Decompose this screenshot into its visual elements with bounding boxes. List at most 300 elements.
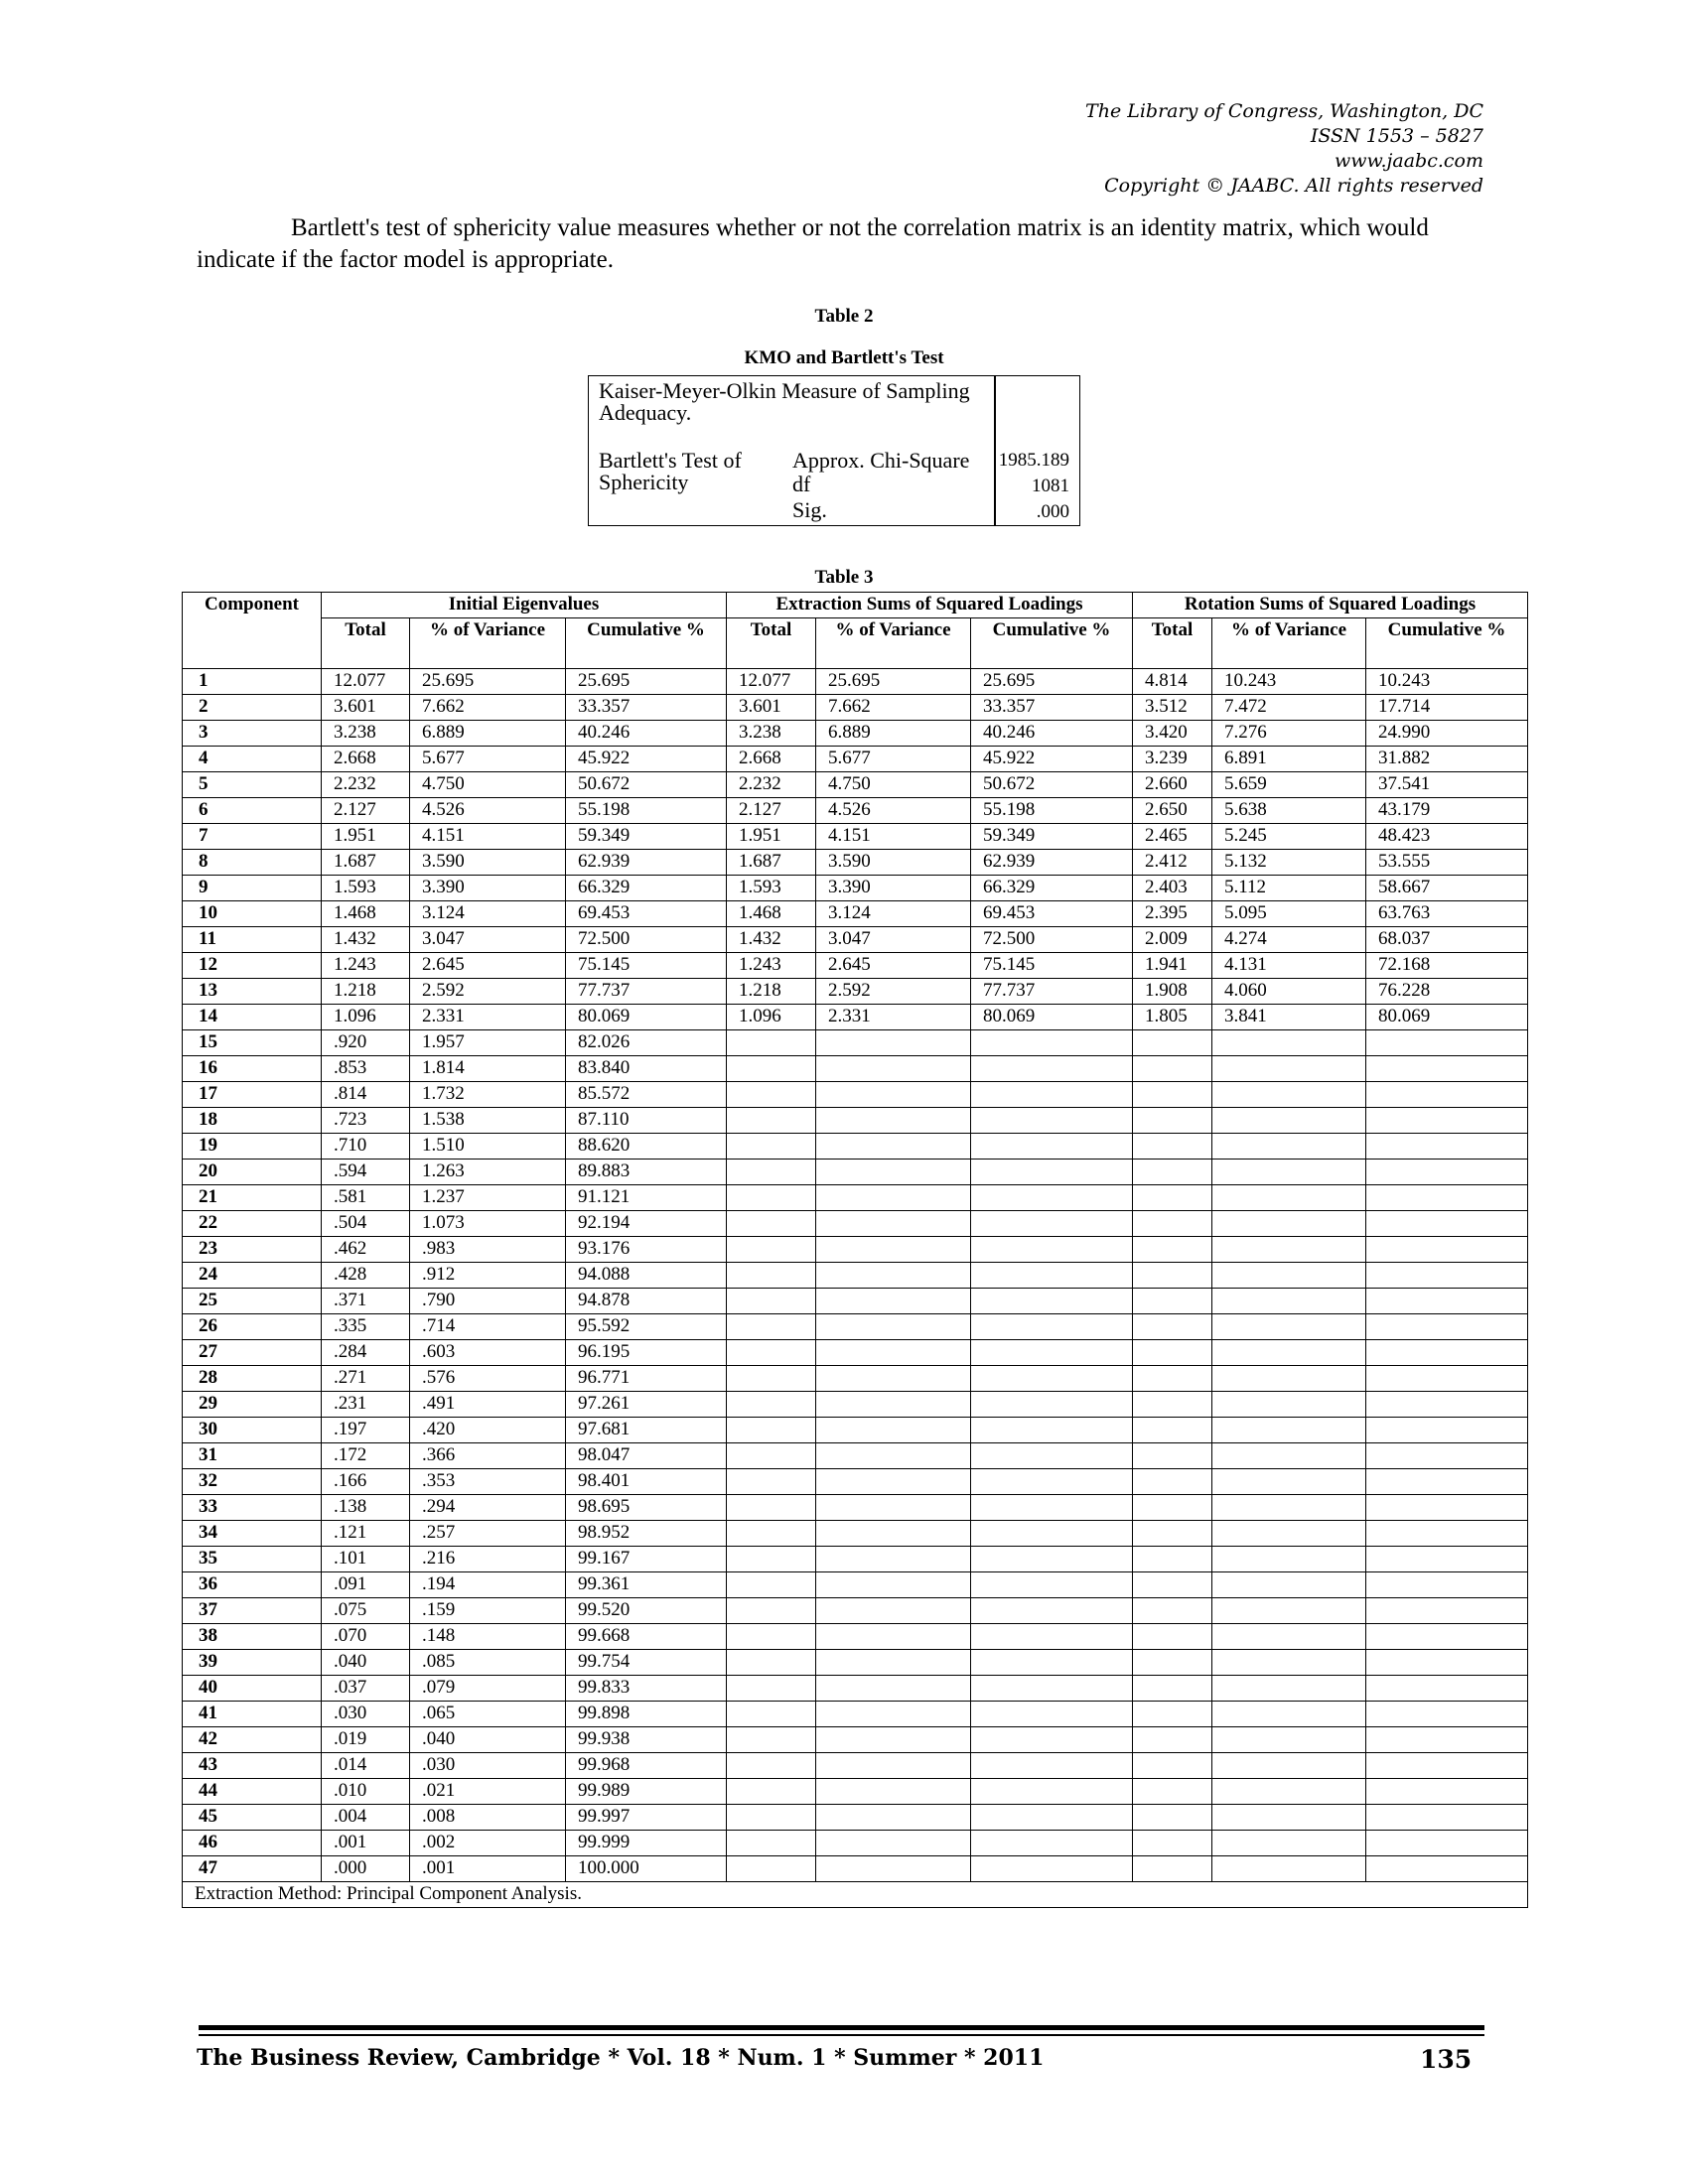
table-cell bbox=[727, 1185, 816, 1211]
table-row bbox=[183, 1805, 1528, 1831]
table-cell: 2.645 bbox=[410, 953, 566, 979]
table-cell bbox=[1133, 1572, 1212, 1598]
table-cell bbox=[816, 1521, 971, 1547]
table-cell: .462 bbox=[322, 1237, 410, 1263]
table-cell: 59.349 bbox=[971, 824, 1133, 850]
sig-label: Sig. bbox=[792, 499, 827, 522]
table-cell bbox=[1133, 1598, 1212, 1624]
table-cell: 3.590 bbox=[816, 850, 971, 876]
table-cell bbox=[727, 1030, 816, 1056]
component-cell: 25 bbox=[183, 1289, 322, 1314]
table-cell: 1.687 bbox=[322, 850, 410, 876]
table-cell: .231 bbox=[322, 1392, 410, 1418]
component-cell: 29 bbox=[183, 1392, 322, 1418]
cumulative-header: Cumulative % bbox=[566, 618, 727, 669]
chi-square-label: Approx. Chi-Square bbox=[792, 448, 970, 473]
table-cell bbox=[1133, 1289, 1212, 1314]
table-cell bbox=[1212, 1185, 1366, 1211]
table-cell bbox=[1212, 1134, 1366, 1160]
table-cell: 80.069 bbox=[1366, 1005, 1528, 1030]
component-cell: 37 bbox=[183, 1598, 322, 1624]
table-cell bbox=[1133, 1805, 1212, 1831]
table-cell: 58.667 bbox=[1366, 876, 1528, 901]
component-cell: 44 bbox=[183, 1779, 322, 1805]
table-cell bbox=[816, 1469, 971, 1495]
table-cell bbox=[1133, 1366, 1212, 1392]
table-footnote: Extraction Method: Principal Component Analysis. bbox=[183, 1882, 1528, 1908]
table-cell bbox=[1366, 1366, 1528, 1392]
table-cell bbox=[971, 1185, 1133, 1211]
sig-value: .000 bbox=[1036, 501, 1069, 522]
component-cell: 27 bbox=[183, 1340, 322, 1366]
component-cell: 32 bbox=[183, 1469, 322, 1495]
table-cell: 17.714 bbox=[1366, 695, 1528, 721]
table-cell: 33.357 bbox=[971, 695, 1133, 721]
table-cell bbox=[1133, 1056, 1212, 1082]
table-cell: 4.274 bbox=[1212, 927, 1366, 953]
table-cell: 10.243 bbox=[1366, 669, 1528, 695]
header-line-3: www.jaabc.com bbox=[1334, 150, 1483, 172]
table-cell bbox=[727, 1418, 816, 1443]
table-cell: .576 bbox=[410, 1366, 566, 1392]
table-cell: 1.805 bbox=[1133, 1005, 1212, 1030]
table-row bbox=[183, 1779, 1528, 1805]
table-cell bbox=[971, 1263, 1133, 1289]
table-cell bbox=[727, 1624, 816, 1650]
table-cell bbox=[816, 1727, 971, 1753]
table-cell: 3.238 bbox=[727, 721, 816, 747]
table-cell: 82.026 bbox=[566, 1030, 727, 1056]
table-cell: 1.593 bbox=[322, 876, 410, 901]
table-cell: 99.833 bbox=[566, 1676, 727, 1702]
table-cell: 1.096 bbox=[322, 1005, 410, 1030]
table-cell: 75.145 bbox=[971, 953, 1133, 979]
table-cell bbox=[816, 1753, 971, 1779]
table-cell bbox=[1133, 1108, 1212, 1134]
table-row bbox=[183, 747, 1528, 772]
table-cell bbox=[1366, 1702, 1528, 1727]
component-cell: 35 bbox=[183, 1547, 322, 1572]
table-cell: 96.195 bbox=[566, 1340, 727, 1366]
table-cell: 1.957 bbox=[410, 1030, 566, 1056]
table-cell: 98.695 bbox=[566, 1495, 727, 1521]
table-cell bbox=[727, 1676, 816, 1702]
table-cell: .920 bbox=[322, 1030, 410, 1056]
table-cell bbox=[727, 1160, 816, 1185]
table-cell bbox=[816, 1495, 971, 1521]
table-cell: 43.179 bbox=[1366, 798, 1528, 824]
component-cell: 19 bbox=[183, 1134, 322, 1160]
table-cell: .271 bbox=[322, 1366, 410, 1392]
table-cell: .581 bbox=[322, 1185, 410, 1211]
table-cell bbox=[816, 1185, 971, 1211]
table-cell bbox=[727, 1469, 816, 1495]
table-cell: 98.401 bbox=[566, 1469, 727, 1495]
table-cell: 76.228 bbox=[1366, 979, 1528, 1005]
table-cell bbox=[816, 1082, 971, 1108]
table-cell bbox=[816, 1314, 971, 1340]
table-cell bbox=[816, 1289, 971, 1314]
table-cell: 3.047 bbox=[816, 927, 971, 953]
df-label: df bbox=[792, 472, 811, 496]
table-cell: 7.662 bbox=[816, 695, 971, 721]
table-cell bbox=[1366, 1443, 1528, 1469]
table-cell: 99.167 bbox=[566, 1547, 727, 1572]
component-cell: 36 bbox=[183, 1572, 322, 1598]
table-cell: 5.659 bbox=[1212, 772, 1366, 798]
table-cell bbox=[727, 1831, 816, 1856]
header-line-4: Copyright © JAABC. All rights reserved bbox=[1104, 175, 1483, 197]
table-cell: 2.395 bbox=[1133, 901, 1212, 927]
table-cell bbox=[971, 1727, 1133, 1753]
table-cell: 6.889 bbox=[816, 721, 971, 747]
table-row bbox=[183, 1676, 1528, 1702]
table-cell bbox=[1366, 1418, 1528, 1443]
table-cell bbox=[1366, 1495, 1528, 1521]
table-cell: 12.077 bbox=[727, 669, 816, 695]
table-cell bbox=[727, 1598, 816, 1624]
component-cell: 18 bbox=[183, 1108, 322, 1134]
table-cell: 2.331 bbox=[410, 1005, 566, 1030]
bartlett-label: Bartlett's Test of Sphericity bbox=[599, 448, 742, 494]
table-cell: 5.095 bbox=[1212, 901, 1366, 927]
table-cell: 69.453 bbox=[566, 901, 727, 927]
table-cell: .594 bbox=[322, 1160, 410, 1185]
table-cell: 1.263 bbox=[410, 1160, 566, 1185]
extraction-header: Extraction Sums of Squared Loadings bbox=[727, 593, 1133, 618]
table-cell: .166 bbox=[322, 1469, 410, 1495]
table-cell: .075 bbox=[322, 1598, 410, 1624]
table-cell bbox=[971, 1572, 1133, 1598]
table-row bbox=[183, 1727, 1528, 1753]
table-cell bbox=[1366, 1676, 1528, 1702]
table-cell bbox=[971, 1134, 1133, 1160]
table-row bbox=[183, 1108, 1528, 1134]
table-cell bbox=[727, 1211, 816, 1237]
table-cell bbox=[971, 1160, 1133, 1185]
table-cell bbox=[816, 1108, 971, 1134]
table-cell: 4.526 bbox=[410, 798, 566, 824]
table-cell: 5.677 bbox=[410, 747, 566, 772]
table-cell bbox=[971, 1030, 1133, 1056]
component-cell: 7 bbox=[183, 824, 322, 850]
table-cell bbox=[727, 1340, 816, 1366]
pct-variance-header: % of Variance bbox=[410, 618, 566, 669]
total-variance-table bbox=[182, 592, 1528, 1908]
table-cell: 85.572 bbox=[566, 1082, 727, 1108]
table-cell: 94.088 bbox=[566, 1263, 727, 1289]
component-cell: 13 bbox=[183, 979, 322, 1005]
table-cell bbox=[1212, 1160, 1366, 1185]
component-cell: 46 bbox=[183, 1831, 322, 1856]
table-cell: 99.997 bbox=[566, 1805, 727, 1831]
table-cell bbox=[1366, 1392, 1528, 1418]
table-cell: 95.592 bbox=[566, 1314, 727, 1340]
table-cell bbox=[1133, 1443, 1212, 1469]
table-cell bbox=[1133, 1134, 1212, 1160]
table-cell: 7.472 bbox=[1212, 695, 1366, 721]
total-header: Total bbox=[1133, 618, 1212, 669]
table2-title: KMO and Bartlett's Test bbox=[744, 347, 944, 368]
table-cell bbox=[1366, 1469, 1528, 1495]
table-cell: 2.127 bbox=[322, 798, 410, 824]
table-cell bbox=[971, 1547, 1133, 1572]
table-cell bbox=[1133, 1779, 1212, 1805]
table-cell bbox=[1366, 1314, 1528, 1340]
table-cell: 99.754 bbox=[566, 1650, 727, 1676]
table-cell bbox=[1133, 1392, 1212, 1418]
table-cell bbox=[1133, 1340, 1212, 1366]
table-cell: .148 bbox=[410, 1624, 566, 1650]
component-cell: 9 bbox=[183, 876, 322, 901]
table-cell bbox=[816, 1366, 971, 1392]
table-cell: 1.073 bbox=[410, 1211, 566, 1237]
table-cell: 2.592 bbox=[410, 979, 566, 1005]
component-cell: 4 bbox=[183, 747, 322, 772]
table-cell bbox=[816, 1211, 971, 1237]
total-header: Total bbox=[727, 618, 816, 669]
footer-journal: The Business Review, Cambridge * Vol. 18 * Num. 1 * Summer * 2011 bbox=[197, 2045, 1045, 2071]
table-cell: .172 bbox=[322, 1443, 410, 1469]
table-cell: 3.124 bbox=[816, 901, 971, 927]
kmo-bartlett-table bbox=[588, 375, 1080, 526]
table-cell: 72.500 bbox=[566, 927, 727, 953]
table-cell: 2.232 bbox=[727, 772, 816, 798]
table-cell bbox=[1212, 1443, 1366, 1469]
table-cell bbox=[1366, 1547, 1528, 1572]
component-header: Component bbox=[183, 593, 322, 669]
table-cell bbox=[1212, 1856, 1366, 1882]
table-cell: 66.329 bbox=[971, 876, 1133, 901]
table-cell bbox=[816, 1572, 971, 1598]
table-row bbox=[183, 1185, 1528, 1211]
table-cell: 40.246 bbox=[971, 721, 1133, 747]
table-row bbox=[183, 1598, 1528, 1624]
table-cell: .197 bbox=[322, 1418, 410, 1443]
table-cell bbox=[816, 1237, 971, 1263]
component-cell: 15 bbox=[183, 1030, 322, 1056]
table-cell: 1.243 bbox=[322, 953, 410, 979]
table-row bbox=[183, 979, 1528, 1005]
table-cell bbox=[971, 1624, 1133, 1650]
table-cell bbox=[727, 1856, 816, 1882]
table-row bbox=[183, 876, 1528, 901]
table-cell: 1.432 bbox=[322, 927, 410, 953]
table-cell: 1.593 bbox=[727, 876, 816, 901]
table-cell: .603 bbox=[410, 1340, 566, 1366]
table-cell bbox=[1366, 1056, 1528, 1082]
table-cell: 45.922 bbox=[566, 747, 727, 772]
table-cell bbox=[1133, 1263, 1212, 1289]
table-cell: 5.112 bbox=[1212, 876, 1366, 901]
table-cell bbox=[1212, 1392, 1366, 1418]
component-cell: 38 bbox=[183, 1624, 322, 1650]
footer-rule-thick bbox=[199, 2025, 1484, 2030]
component-cell: 2 bbox=[183, 695, 322, 721]
header-line-2: ISSN 1553 – 5827 bbox=[1310, 125, 1483, 147]
table-row bbox=[183, 1237, 1528, 1263]
table-cell: 48.423 bbox=[1366, 824, 1528, 850]
table-cell: 2.592 bbox=[816, 979, 971, 1005]
component-cell: 33 bbox=[183, 1495, 322, 1521]
component-cell: 23 bbox=[183, 1237, 322, 1263]
table-row bbox=[183, 1005, 1528, 1030]
table-cell: .194 bbox=[410, 1572, 566, 1598]
table-row bbox=[183, 1547, 1528, 1572]
table-cell bbox=[1133, 1030, 1212, 1056]
table-cell bbox=[816, 1856, 971, 1882]
table-cell: .428 bbox=[322, 1263, 410, 1289]
table-cell bbox=[1212, 1056, 1366, 1082]
table-cell: .138 bbox=[322, 1495, 410, 1521]
table-cell bbox=[1366, 1211, 1528, 1237]
table-cell bbox=[1133, 1237, 1212, 1263]
table-cell bbox=[1133, 1495, 1212, 1521]
table-cell bbox=[816, 1418, 971, 1443]
table-cell bbox=[727, 1779, 816, 1805]
table-cell bbox=[816, 1340, 971, 1366]
table-cell: .085 bbox=[410, 1650, 566, 1676]
table-cell: .030 bbox=[410, 1753, 566, 1779]
table-cell: 1.237 bbox=[410, 1185, 566, 1211]
table-cell: 12.077 bbox=[322, 669, 410, 695]
table-cell: 87.110 bbox=[566, 1108, 727, 1134]
table-cell: 3.390 bbox=[816, 876, 971, 901]
table-cell: 2.009 bbox=[1133, 927, 1212, 953]
table-cell: 2.668 bbox=[727, 747, 816, 772]
table-cell bbox=[1133, 1160, 1212, 1185]
table-row bbox=[183, 1366, 1528, 1392]
table-cell bbox=[1212, 1727, 1366, 1753]
table-cell: .420 bbox=[410, 1418, 566, 1443]
component-cell: 24 bbox=[183, 1263, 322, 1289]
table2-caption: Table 2 bbox=[814, 306, 874, 327]
table-cell bbox=[1366, 1805, 1528, 1831]
table-row bbox=[183, 1289, 1528, 1314]
table-cell: .814 bbox=[322, 1082, 410, 1108]
table-cell: 1.908 bbox=[1133, 979, 1212, 1005]
table-cell bbox=[1366, 1624, 1528, 1650]
table-cell: 45.922 bbox=[971, 747, 1133, 772]
table-cell: 89.883 bbox=[566, 1160, 727, 1185]
table-cell bbox=[727, 1237, 816, 1263]
table-cell bbox=[1133, 1547, 1212, 1572]
table-cell: .001 bbox=[322, 1831, 410, 1856]
table-cell: 68.037 bbox=[1366, 927, 1528, 953]
table-cell: 3.124 bbox=[410, 901, 566, 927]
table-cell: .983 bbox=[410, 1237, 566, 1263]
table-cell: 99.520 bbox=[566, 1598, 727, 1624]
table-cell bbox=[971, 1314, 1133, 1340]
table-cell: 1.243 bbox=[727, 953, 816, 979]
table-row bbox=[183, 721, 1528, 747]
table-cell bbox=[1133, 1831, 1212, 1856]
table-cell: 80.069 bbox=[971, 1005, 1133, 1030]
table-cell bbox=[727, 1134, 816, 1160]
table-cell bbox=[1366, 1237, 1528, 1263]
table-cell: 50.672 bbox=[971, 772, 1133, 798]
table-cell: 2.645 bbox=[816, 953, 971, 979]
table-cell: 2.403 bbox=[1133, 876, 1212, 901]
table-cell: 5.638 bbox=[1212, 798, 1366, 824]
table-cell: 1.432 bbox=[727, 927, 816, 953]
table-cell: 25.695 bbox=[410, 669, 566, 695]
table-cell bbox=[727, 1753, 816, 1779]
table-cell bbox=[1212, 1831, 1366, 1856]
table-cell: .714 bbox=[410, 1314, 566, 1340]
table-cell: 77.737 bbox=[971, 979, 1133, 1005]
table-cell: 33.357 bbox=[566, 695, 727, 721]
table-cell: 31.882 bbox=[1366, 747, 1528, 772]
table-cell bbox=[1133, 1624, 1212, 1650]
table-cell: 7.276 bbox=[1212, 721, 1366, 747]
table-cell bbox=[816, 1650, 971, 1676]
table-cell: 2.331 bbox=[816, 1005, 971, 1030]
table-cell: 55.198 bbox=[566, 798, 727, 824]
table-cell: 62.939 bbox=[971, 850, 1133, 876]
table-cell: .021 bbox=[410, 1779, 566, 1805]
table-cell: .091 bbox=[322, 1572, 410, 1598]
table-cell: .079 bbox=[410, 1676, 566, 1702]
table-cell: .004 bbox=[322, 1805, 410, 1831]
table-row bbox=[183, 1030, 1528, 1056]
table-cell bbox=[1133, 1521, 1212, 1547]
component-cell: 20 bbox=[183, 1160, 322, 1185]
table-cell: 4.131 bbox=[1212, 953, 1366, 979]
table-cell: 1.218 bbox=[727, 979, 816, 1005]
table-cell: 1.732 bbox=[410, 1082, 566, 1108]
table-cell bbox=[971, 1702, 1133, 1727]
table-cell: .010 bbox=[322, 1779, 410, 1805]
table-cell bbox=[727, 1805, 816, 1831]
table-cell: 1.468 bbox=[727, 901, 816, 927]
table-cell: 2.660 bbox=[1133, 772, 1212, 798]
table-cell: 69.453 bbox=[971, 901, 1133, 927]
table-cell bbox=[971, 1056, 1133, 1082]
table-cell bbox=[816, 1598, 971, 1624]
table-cell: 4.151 bbox=[816, 824, 971, 850]
table-cell: 3.047 bbox=[410, 927, 566, 953]
table-cell: 100.000 bbox=[566, 1856, 727, 1882]
table-row bbox=[183, 1521, 1528, 1547]
table-cell bbox=[1212, 1547, 1366, 1572]
table-cell bbox=[971, 1340, 1133, 1366]
table-cell: .019 bbox=[322, 1727, 410, 1753]
component-cell: 34 bbox=[183, 1521, 322, 1547]
table-cell bbox=[971, 1753, 1133, 1779]
table-cell bbox=[816, 1030, 971, 1056]
component-cell: 14 bbox=[183, 1005, 322, 1030]
table-cell: 5.132 bbox=[1212, 850, 1366, 876]
table-cell: .853 bbox=[322, 1056, 410, 1082]
table-cell bbox=[1366, 1572, 1528, 1598]
table-cell bbox=[1366, 1727, 1528, 1753]
table-cell bbox=[1366, 1185, 1528, 1211]
table-cell bbox=[727, 1727, 816, 1753]
table-cell bbox=[1133, 1469, 1212, 1495]
table-cell bbox=[971, 1443, 1133, 1469]
table-row bbox=[183, 1134, 1528, 1160]
table-cell bbox=[816, 1547, 971, 1572]
table-cell bbox=[1133, 1082, 1212, 1108]
table-cell bbox=[971, 1779, 1133, 1805]
table-cell bbox=[1366, 1598, 1528, 1624]
df-value: 1081 bbox=[1032, 476, 1069, 496]
table-cell: 2.127 bbox=[727, 798, 816, 824]
table-cell bbox=[1133, 1753, 1212, 1779]
table-cell bbox=[1366, 1753, 1528, 1779]
table-cell bbox=[816, 1443, 971, 1469]
